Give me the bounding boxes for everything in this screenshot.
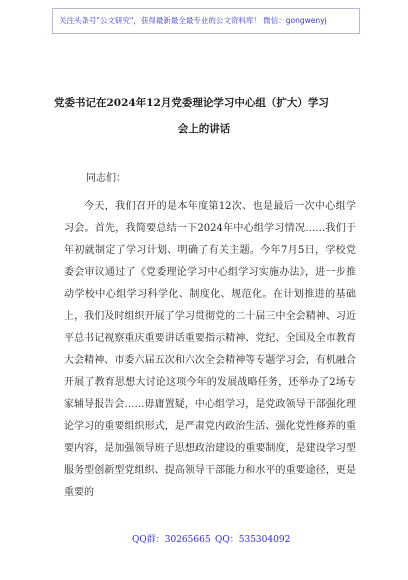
document-subtitle: 会上的讲话 — [177, 123, 231, 135]
banner-text: 关注头条号"公文研究"，获得最新最全最专业的公文资料库！ 微信：gongwenyj — [59, 16, 327, 25]
footer-qq-contact: QQ：535304092 — [215, 535, 291, 545]
salutation: 同志们： — [86, 173, 126, 184]
footer-qq-group: QQ群：30265665 — [132, 535, 211, 545]
body-paragraph: 今天，我们召开的是本年度第12次、也是最后一次中心组学习会。首先，我简要总结一下2024年中心组学习情况……我们于年初就制定了学习计划、明确了有关主题。今年7月5日，学校党委会审议通过了《党委理论学习中心组学习实施办法》，进一步推动学校中心组学习科学化、制度化、规范化。在计划推进的基础上，我们及时组织开展了学习贯彻党的二十届三中全会精神、习近平总书记视察重庆重要讲话重要指示精神、党纪、全国及全市教育大会精神、市委六届五次和六次全会精神等专题学习会，有机融合开展了教育思想大讨论这项今年的发展战略任务，还举办了2场专家辅导报告会……毋庸置疑，中心组学习，是党政领导干部强化理论学习的重要组织形式，是严肃党内政治生活、强化党性修养的重要内容，是加强领导班子思想政治建设的重要制度，是建设学习型服务型创新型党组织、提高领导干部能力和水平的重要途径，更是重要的 — [64, 201, 356, 498]
footer — [0, 532, 408, 546]
header-banner — [52, 8, 360, 34]
document-title: 党委书记在2024年12月党委理论学习中心组（扩大）学习 — [54, 97, 329, 109]
